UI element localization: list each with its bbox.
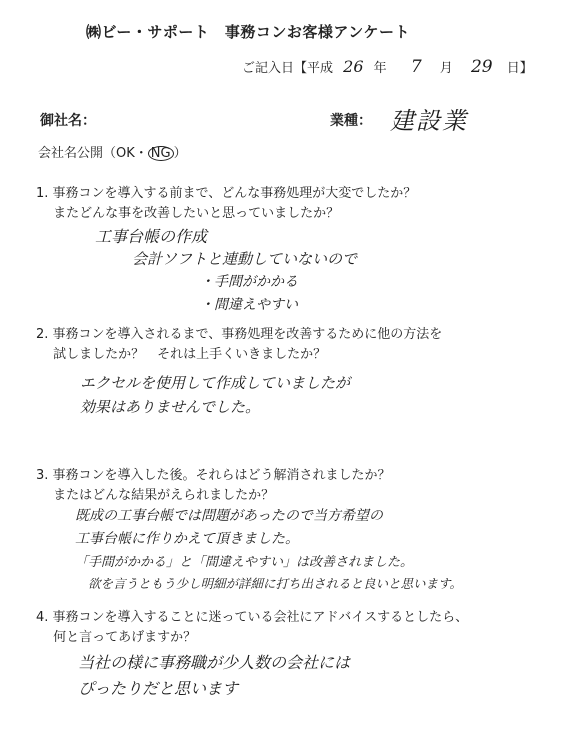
question-1-line-1: 1. 事務コンを導入する前まで、どんな事務処理が大変でしたか？ xyxy=(36,186,417,201)
answer-1-line-1: 工事台帳の作成 xyxy=(95,227,208,246)
question-3-line-1: 3. 事務コンを導入した後。それらはどう解消されましたか？ xyxy=(36,468,391,483)
question-2-line-2: 試しましたか？ それは上手くいきましたか？ xyxy=(36,347,327,362)
industry-label: 業種： xyxy=(330,113,372,129)
date-day: 29 xyxy=(470,57,493,77)
answer-1-line-2: 会計ソフトと連動していないので xyxy=(132,250,358,268)
publish-ng-selected: NG xyxy=(148,146,174,161)
question-4-line-1: 4. 事務コンを導入することに迷っている会社にアドバイスするとしたら、 xyxy=(36,610,469,625)
date-year: 26 xyxy=(343,57,364,76)
question-3-line-2: またはどんな結果がえられましたか？ xyxy=(36,488,275,503)
publish-close: ） xyxy=(173,146,187,161)
answer-3-line-1: 既成の工事台帳では問題があったので当方希望の xyxy=(75,508,383,524)
answer-4-line-1: 当社の様に事務職が少人数の会社には xyxy=(78,653,351,672)
answer-3-line-3: 「手間がかかる」と「間違えやすい」は改善されました。 xyxy=(75,555,414,570)
entry-date xyxy=(242,57,533,77)
day-label: 日】 xyxy=(506,61,533,76)
answer-1-line-3: ・手間がかかる xyxy=(200,274,298,290)
publish-label: 会社名公開（OK・ xyxy=(38,146,148,161)
survey-title: ㈱ビー・サポート 事務コンお客様アンケート xyxy=(86,23,411,41)
question-4-line-2: 何と言ってあげますか？ xyxy=(36,630,197,645)
question-1-line-2: またどんな事を改善したいと思っていましたか？ xyxy=(36,206,340,221)
answer-2-line-2: 効果はありませんでした。 xyxy=(80,398,261,416)
industry-value: 建設業 xyxy=(390,107,468,135)
company-name-label: 御社名： xyxy=(40,113,96,129)
date-month: 7 xyxy=(410,57,422,77)
answer-2-line-1: エクセルを使用して作成していましたが xyxy=(80,374,351,392)
answer-3-line-4: 欲を言うともう少し明細が詳細に打ち出されると良いと思います。 xyxy=(88,576,463,591)
date-label: ご記入日【平成 xyxy=(242,61,334,76)
year-label: 年 xyxy=(373,61,387,76)
answer-3-line-2: 工事台帳に作りかえて頂きました。 xyxy=(75,531,299,547)
month-label: 月 xyxy=(439,61,453,76)
question-2-line-1: 2. 事務コンを導入されるまで、事務処理を改善するために他の方法を xyxy=(36,327,443,342)
publish-option xyxy=(38,142,187,161)
answer-1-line-4: ・間違えやすい xyxy=(200,297,298,313)
answer-4-line-2: ぴったりだと思います xyxy=(78,679,239,698)
